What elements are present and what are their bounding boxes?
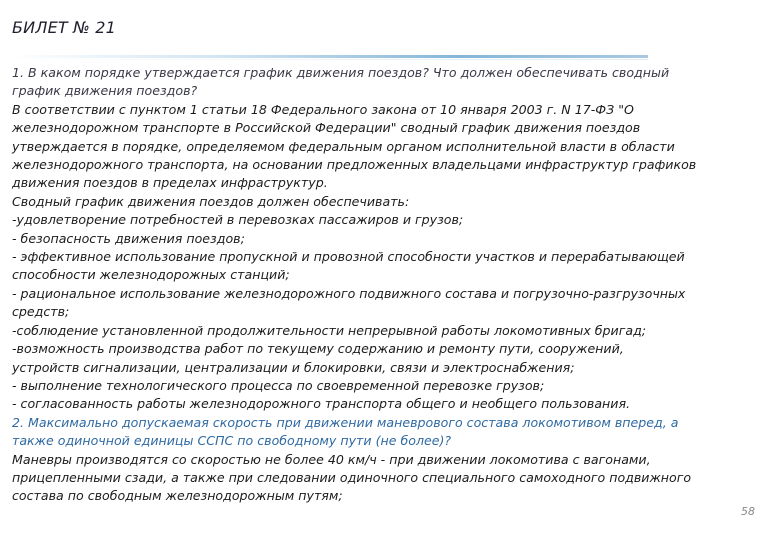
answer-1-line-2: железнодорожном транспорте в Российской Федерации" сводный график движения поездов [12, 120, 641, 136]
answer-2-line-3: состава по свободным железнодорожным путям; [12, 488, 343, 504]
answer-1-line-6: Сводный график движения поездов должен обеспечивать: [12, 193, 410, 209]
ticket-title: БИЛЕТ № 21 [12, 18, 117, 37]
answer-2-line-1: Маневры производятся со скоростью не более 40 км/ч - при движении локомотива с вагонами, [12, 451, 651, 467]
answer-1-line-5: движения поездов в пределах инфраструктур. [12, 175, 328, 191]
answer-1-line-3: утверждается в порядке, определяемом федеральным органом исполнительной власти в области [12, 138, 675, 154]
title-underline [8, 55, 648, 58]
list-item: - выполнение технологического процесса по своевременной перевозке грузов; [12, 377, 545, 393]
list-item: -возможность производства работ по текущему содержанию и ремонту пути, сооружений, [12, 341, 624, 357]
list-item: - согласованность работы железнодорожного транспорта общего и необщего пользования. [12, 396, 631, 412]
list-item: -удовлетворение потребностей в перевозках пассажиров и грузов; [12, 212, 464, 228]
question-1-line-1: 1. В каком порядке утверждается график движения поездов? Что должен обеспечивать сводный [12, 65, 670, 80]
list-item-continued: способности железнодорожных станций; [12, 267, 290, 283]
title-underline-shadow [8, 59, 648, 60]
answer-1-line-4: железнодорожного транспорта, на основании предложенных владельцами инфраструктур графиков [12, 157, 697, 173]
list-item: - эффективное использование пропускной и провозной способности участков и перерабатывающей [12, 249, 685, 265]
answer-1-line-1: В соответствии с пунктом 1 статьи 18 Федерального закона от 10 января 2003 г. N 17-ФЗ "О [12, 101, 634, 117]
ticket-content [12, 64, 768, 506]
list-item-continued: средств; [12, 304, 70, 320]
question-1-line-2: график движения поездов? [12, 83, 198, 99]
list-item: - безопасность движения поездов; [12, 230, 245, 246]
answer-2-line-2: прицепленными сзади, а также при следовании одиночного специального самоходного подвижного [12, 469, 692, 485]
page-number: 58 [741, 505, 755, 518]
list-item: -соблюдение установленной продолжительности непрерывной работы локомотивных бригад; [12, 322, 647, 338]
question-2-line-1: 2. Максимально допускаемая скорость при движении маневрового состава локомотивом вперед, а [12, 414, 679, 430]
list-item: - рациональное использование железнодорожного подвижного состава и погрузочно-разгрузочных [12, 285, 686, 301]
list-item-continued: устройств сигнализации, централизации и блокировки, связи и электроснабжения; [12, 359, 575, 375]
question-2-line-2: также одиночной единицы ССПС по свободному пути (не более)? [12, 433, 452, 449]
